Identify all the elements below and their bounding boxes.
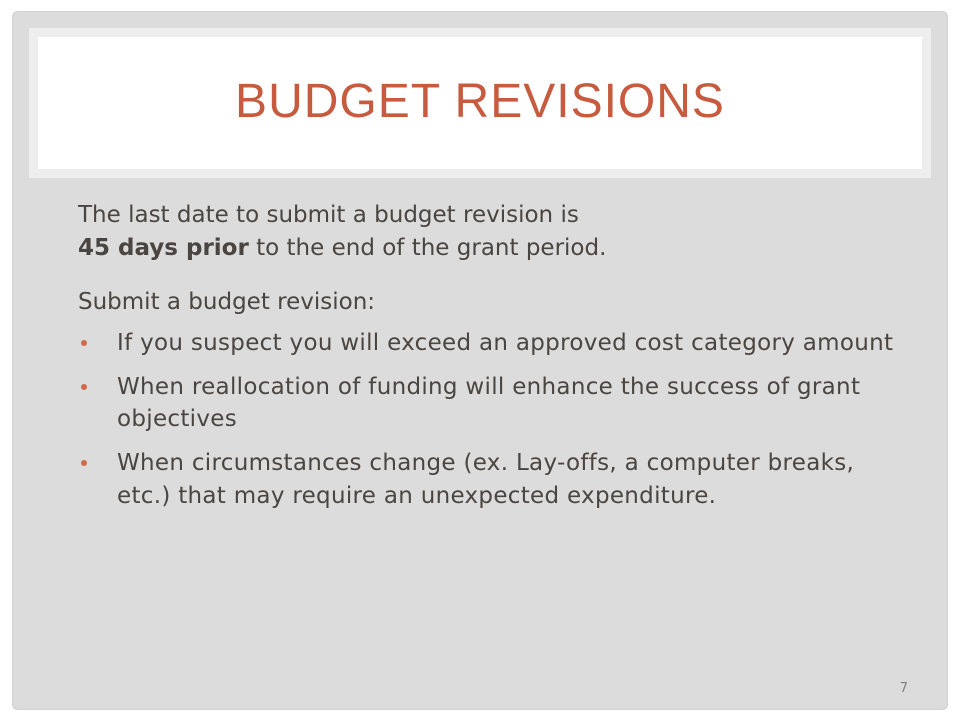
list-item xyxy=(78,327,898,360)
bullet-icon xyxy=(81,460,87,466)
page-number: 7 xyxy=(899,681,908,696)
bullet-text: When reallocation of funding will enhance the success of grant objectives xyxy=(117,373,861,433)
bullet-text: When circumstances change (ex. Lay-offs, a computer breaks, etc.) that may require an unexpected expenditure. xyxy=(117,449,855,509)
slide xyxy=(12,11,948,710)
deadline-paragraph xyxy=(78,199,898,264)
bullet-icon xyxy=(81,340,87,346)
slide-title: BUDGET REVISIONS xyxy=(235,75,725,128)
slide-body xyxy=(78,199,898,523)
bullet-text: If you suspect you will exceed an approved cost category amount xyxy=(117,329,894,356)
deadline-line-2: to the end of the grant period. xyxy=(248,234,607,261)
title-frame xyxy=(29,28,931,178)
deadline-line-1: The last date to submit a budget revision is xyxy=(78,202,579,228)
title-panel xyxy=(38,37,922,169)
list-item xyxy=(78,447,898,512)
submit-heading: Submit a budget revision: xyxy=(78,289,376,316)
list-item xyxy=(78,371,898,436)
bullet-icon xyxy=(81,384,87,390)
bullet-list xyxy=(78,327,898,512)
deadline-emphasis: 45 days prior xyxy=(78,234,249,261)
